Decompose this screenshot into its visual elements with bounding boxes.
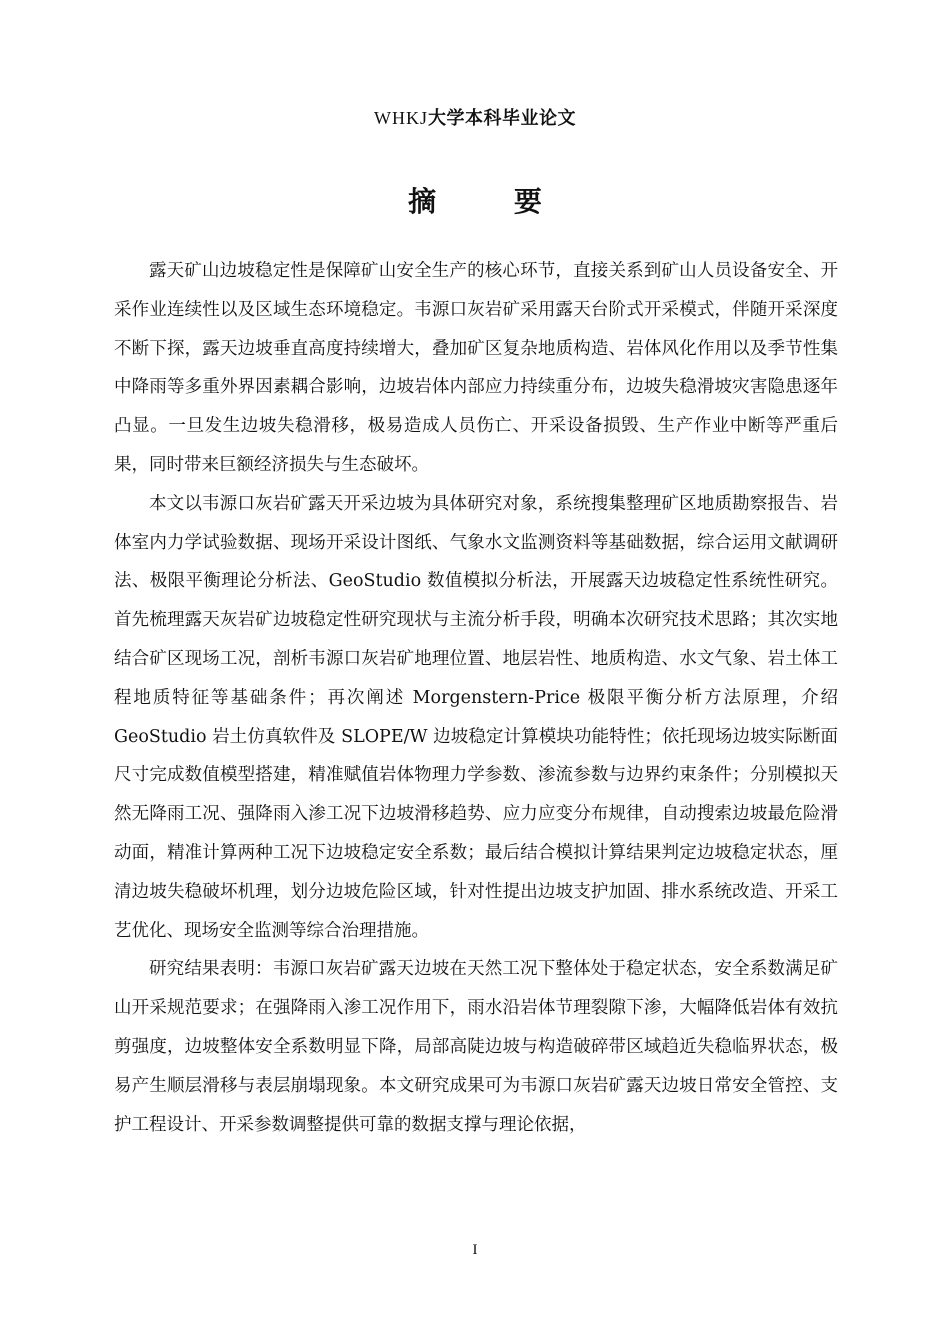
abstract-paragraph-1: 露天矿山边坡稳定性是保障矿山安全生产的核心环节，直接关系到矿山人员设备安全、开采作业连续性以及区域生态环境稳定。韦源口灰岩矿采用露天台阶式开采模式，伴随开采深度不断下探，露天边坡垂直高度持续增大，叠加矿区复杂地质构造、岩体风化作用以及季节性集中降雨等多重外界因素耦合影响，边坡岩体内部应力持续重分布，边坡失稳滑坡灾害隐患逐年凸显。一旦发生边坡失稳滑移，极易造成人员伤亡、开采设备损毁、生产作业中断等严重后果，同时带来巨额经济损失与生态破坏。 bbox=[114, 261, 838, 475]
header-thesis-label: 大学本科毕业论文 bbox=[428, 108, 576, 129]
header-university-code: WHKJ bbox=[374, 108, 428, 128]
abstract-paragraph-2: 本文以韦源口灰岩矿露天开采边坡为具体研究对象，系统搜集整理矿区地质勘察报告、岩体室内力学试验数据、现场开采设计图纸、气象水文监测资料等基础数据，综合运用文献调研法、极限平衡理论分析法、GeoStudio 数值模拟分析法，开展露天边坡稳定性系统性研究。首先梳理露天灰岩矿边坡稳定性研究现状与主流分析手段，明确本次研究技术思路；其次实地结合矿区现场工况，剖析韦源口灰岩矿地理位置、地层岩性、地质构造、水文气象、岩土体工程地质特征等基础条件；再次阐述 Morgenstern-Price 极限平衡分析方法原理，介绍 GeoStudio 岩土仿真软件及 SLOPE/W 边坡稳定计算模块功能特性；依托现场边坡实际断面尺寸完成数值模型搭建，精准赋值岩体物理力学参数、渗流参数与边界约束条件；分别模拟天然无降雨工况、强降雨入渗工况下边坡滑移趋势、应力应变分布规律，自动搜索边坡最危险滑动面，精准计算两种工况下边坡稳定安全系数；最后结合模拟计算结果判定边坡稳定状态，厘清边坡失稳破坏机理，划分边坡危险区域，针对性提出边坡支护加固、排水系统改造、开采工艺优化、现场安全监测等综合治理措施。 bbox=[114, 493, 838, 941]
running-header bbox=[0, 104, 950, 130]
page-number: I bbox=[472, 1242, 478, 1258]
abstract-paragraph-3: 研究结果表明：韦源口灰岩矿露天边坡在天然工况下整体处于稳定状态，安全系数满足矿山开采规范要求；在强降雨入渗工况作用下，雨水沿岩体节理裂隙下渗，大幅降低岩体有效抗剪强度，边坡整体安全系数明显下降，局部高陡边坡与构造破碎带区域趋近失稳临界状态，极易产生顺层滑移与表层崩塌现象。本文研究成果可为韦源口灰岩矿露天边坡日常安全管控、支护工程设计、开采参数调整提供可靠的数据支撑与理论依据， bbox=[114, 959, 838, 1135]
abstract-title: 摘 要 bbox=[408, 185, 576, 218]
abstract-body bbox=[114, 252, 838, 1144]
